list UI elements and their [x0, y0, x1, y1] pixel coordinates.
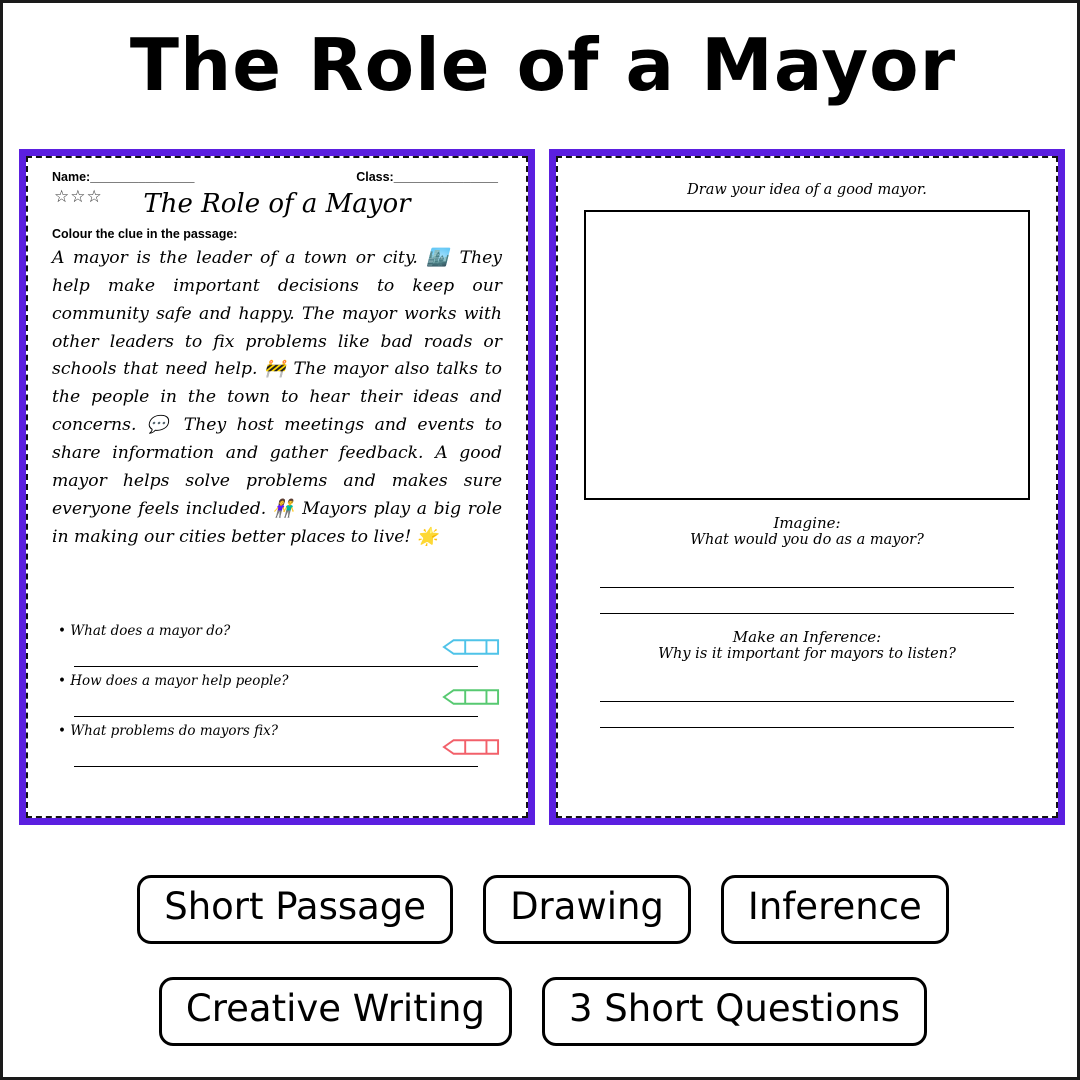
- prompt-question-inference: Why is it important for mayors to listen?: [658, 646, 956, 662]
- class-field-label[interactable]: Class:_______________: [356, 170, 498, 184]
- writing-line[interactable]: [600, 562, 1014, 588]
- answer-line-3[interactable]: [74, 739, 478, 767]
- feature-pill-drawing[interactable]: Drawing: [483, 875, 691, 944]
- writing-lines-inference[interactable]: [600, 676, 1014, 728]
- prompt-block-inference: [572, 628, 1042, 728]
- question-block-1: [42, 623, 512, 667]
- answer-line-1[interactable]: [74, 639, 478, 667]
- drawing-instruction: Draw your idea of a good mayor.: [687, 182, 927, 198]
- writing-line[interactable]: [600, 588, 1014, 614]
- worksheet-title: The Role of a Mayor: [143, 189, 411, 219]
- feature-pill-row-2: [3, 977, 1080, 1046]
- answer-line-2[interactable]: [74, 689, 478, 717]
- student-info-row: [42, 168, 512, 184]
- prompt-block-imagine: [572, 514, 1042, 614]
- prompt-heading-imagine: Imagine:: [773, 514, 841, 532]
- prompt-heading-inference: Make an Inference:: [732, 628, 882, 646]
- feature-pill-inference[interactable]: Inference: [721, 875, 949, 944]
- worksheet-left-inner: [26, 156, 528, 818]
- question-text-3: • What problems do mayors fix?: [58, 723, 278, 740]
- feature-pill-creative-writing[interactable]: Creative Writing: [159, 977, 512, 1046]
- crayon-icon: [442, 687, 500, 707]
- drawing-area[interactable]: [584, 210, 1030, 500]
- reading-passage: A mayor is the leader of a town or city. 🏙️ They help make important decisions to keep our community safe and happy. The mayor works with other leaders to fix problems like bad roads or schools that need help. 🚧 The mayor also talks to the people in the town to hear their ideas and concerns. 💬 They host meetings and events to share information and gather feedback. A good mayor helps solve problems and makes sure everyone feels included. 👫 Mayors play a big role in making our cities better places to live! 🌟: [52, 248, 502, 547]
- page-title: The Role of a Mayor: [129, 23, 957, 107]
- worksheet-page-left: [19, 149, 535, 825]
- name-field-label[interactable]: Name:_______________: [52, 170, 195, 184]
- writing-line[interactable]: [600, 676, 1014, 702]
- worksheet-page-right: [549, 149, 1065, 825]
- crayon-icon: [442, 737, 500, 757]
- feature-pill-short-passage[interactable]: Short Passage: [137, 875, 453, 944]
- question-text-1: • What does a mayor do?: [58, 623, 231, 640]
- feature-pill-three-short-questions[interactable]: 3 Short Questions: [542, 977, 927, 1046]
- feature-pill-row-1: [3, 875, 1080, 944]
- writing-lines-imagine[interactable]: [600, 562, 1014, 614]
- question-block-2: [42, 673, 512, 717]
- writing-line[interactable]: [600, 702, 1014, 728]
- question-block-3: [42, 723, 512, 767]
- worksheet-right-inner: [556, 156, 1058, 818]
- question-text-2: • How does a mayor help people?: [58, 673, 289, 690]
- rating-stars: ☆☆☆: [54, 187, 103, 206]
- instruction-text: Colour the clue in the passage:: [52, 227, 238, 241]
- crayon-icon: [442, 637, 500, 657]
- prompt-question-imagine: What would you do as a mayor?: [690, 532, 924, 548]
